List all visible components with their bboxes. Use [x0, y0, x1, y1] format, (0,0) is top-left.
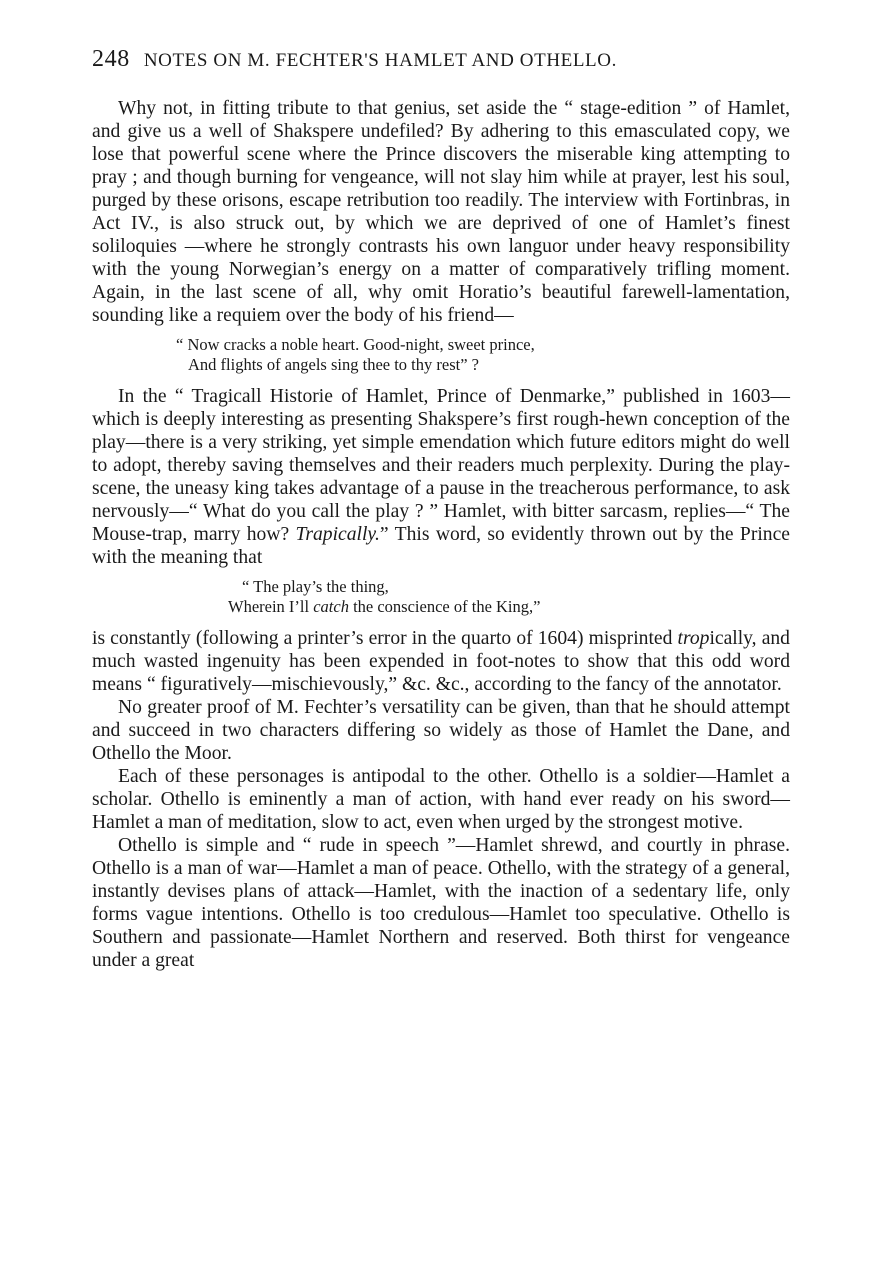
- paragraph-text: ” This word, so evidently thrown out by the Prince with the meaning that: [92, 524, 790, 568]
- page-number: 248: [92, 46, 130, 72]
- quote-line: [228, 597, 776, 617]
- paragraph-stage-edition: Why not, in fitting tribute to that genius, set aside the “ stage-edition ” of Hamlet, and give us a well of Shakspere undefiled? By adhering to this emasculated copy, we lose that powerful scene where the Prince discovers the miserable king attempting to pray ; and though burning for vengeance, will not slay him while at prayer, lest his soul, purged by these orisons, escape retribution too readily. The interview with Fortinbras, in Act IV., is also struck out, by which we are deprived of one of Hamlet’s finest soliloquies —where he strongly contrasts his own languor under heavy responsibility with the young Norwegian’s energy on a matter of comparatively trifling moment. Again, in the last scene of all, why omit Horatio’s beautiful farewell-lamentation, sounding like a requiem over the body of his friend—: [92, 98, 790, 326]
- italic-trop: trop: [677, 628, 710, 649]
- paragraph-tragicall-historie: [92, 385, 790, 569]
- quote-text: Wherein I’ll: [228, 597, 314, 616]
- quote-line: And flights of angels sing thee to thy rest” ?: [188, 355, 479, 374]
- quote-text: the conscience of the King,”: [348, 597, 541, 616]
- quote-line: “ Now cracks a noble heart. Good-night, sweet prince,: [176, 335, 535, 354]
- quote-line: “ The play’s the thing,: [242, 577, 389, 596]
- italic-catch: catch: [313, 597, 349, 616]
- paragraph-misprinted: [92, 627, 790, 696]
- italic-trapically: Trapically.: [295, 524, 380, 545]
- paragraph-antipodal: Each of these personages is antipodal to the other. Othello is a soldier—Hamlet a scholar. Othello is eminently a man of action, with hand ever ready on his sword—Hamlet a man of meditation, slow to act, even when urged by the strongest motive.: [92, 766, 790, 833]
- page-body: [92, 97, 790, 972]
- running-title: NOTES ON M. FECHTER'S HAMLET AND OTHELLO.: [143, 50, 617, 71]
- paragraph-text: In the “ Tragicall Historie of Hamlet, Prince of Denmarke,” published in 1603—which is deeply interesting as presenting Shakspere’s first rough-hewn conception of the play—there is a very striking, yet simple emendation which future editors might do well to adopt, thereby saving themselves and their readers much perplexity. During the play-scene, the uneasy king takes advantage of a pause in the treacherous performance, to ask nervously—“ What do you call the play ? ” Hamlet, with bitter sarcasm, replies—“ The Mouse-trap, marry how?: [92, 386, 790, 545]
- paragraph-versatility: No greater proof of M. Fechter’s versatility can be given, than that he should attempt and succeed in two characters differing so widely as those of Hamlet the Dane, and Othello the Moor.: [92, 697, 790, 764]
- paragraph-comparison: Othello is simple and “ rude in speech ”—Hamlet shrewd, and courtly in phrase. Othello is a man of war—Hamlet a man of peace. Othello, with the strategy of a general, instantly devises plans of attack—Hamlet, with the inaction of a sedentary life, only forms vague intentions. Othello is too credulous—Hamlet too speculative. Othello is Southern and passionate—Hamlet Northern and reserved. Both thirst for vengeance under a great: [92, 835, 790, 971]
- paragraph-text: is constantly (following a printer’s error in the quarto of 1604) misprinted: [92, 628, 678, 649]
- quote-plays-the-thing: [92, 577, 790, 617]
- paragraph-text: ically, and much wasted ingenuity has been expended in foot-notes to show that this odd word means “ figuratively—mischievously,” &c. &c., according to the fancy of the annotator.: [92, 628, 790, 695]
- quote-horatio: [92, 335, 790, 375]
- running-header: [92, 46, 792, 73]
